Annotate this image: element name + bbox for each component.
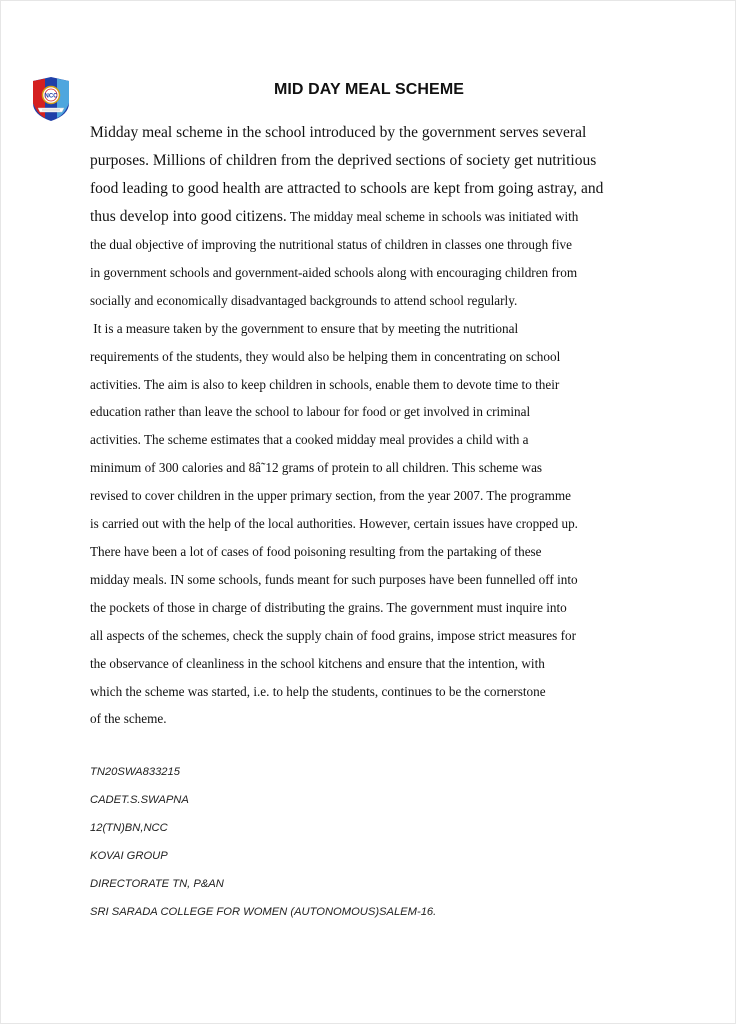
text-line: midday meals. IN some schools, funds meant for such purposes have been funnelled off into bbox=[90, 571, 578, 587]
text-line: revised to cover children in the upper primary section, from the year 2007. The programme bbox=[90, 488, 571, 504]
svg-text:NCC: NCC bbox=[44, 93, 58, 100]
text-line: minimum of 300 calories and 8â˜12 grams of protein to all children. This scheme was bbox=[90, 460, 543, 476]
text-line: all aspects of the schemes, check the supply chain of food grains, impose strict measures for bbox=[90, 627, 576, 643]
text-line: the dual objective of improving the nutritional status of children in classes one through five bbox=[90, 237, 572, 252]
text-line: which the scheme was started, i.e. to help the students, continues to be the cornerstone bbox=[90, 683, 546, 699]
text-line-large-part: thus develop into good citizens. bbox=[90, 208, 287, 225]
text-line: food leading to good health are attracted to schools are kept from going astray, and bbox=[90, 180, 604, 197]
text-line: There have been a lot of cases of food poisoning resulting from the partaking of these bbox=[90, 543, 542, 559]
text-line bbox=[90, 203, 652, 231]
text-line: activities. The scheme estimates that a cooked midday meal provides a child with a bbox=[90, 432, 529, 448]
text-line: Midday meal scheme in the school introduced by the government serves several bbox=[90, 124, 587, 141]
text-line: in government schools and government-aided schools along with encouraging children from bbox=[90, 264, 578, 280]
signature-cadet-name: CADET.S.SWAPNA bbox=[90, 794, 189, 806]
page-title: MID DAY MEAL SCHEME bbox=[273, 81, 465, 98]
signature-battalion: 12(TN)BN,NCC bbox=[90, 822, 168, 834]
signature-directorate: DIRECTORATE TN, P&AN bbox=[90, 878, 224, 890]
text-line: the pockets of those in charge of distributing the grains. The government must inquire into bbox=[90, 599, 567, 615]
signature-block bbox=[90, 758, 590, 926]
text-line: It is a measure taken by the government to ensure that by meeting the nutritional bbox=[90, 320, 519, 336]
essay-body bbox=[90, 119, 652, 733]
signature-regimental-number: TN20SWA833215 bbox=[90, 766, 180, 778]
text-line: education rather than leave the school to labour for food or get involved in criminal bbox=[90, 404, 531, 420]
text-line: requirements of the students, they would also be helping them in concentrating on school bbox=[90, 348, 561, 364]
text-line: socially and economically disadvantaged backgrounds to attend school regularly. bbox=[90, 292, 518, 308]
text-line: is carried out with the help of the local authorities. However, certain issues have cropped up. bbox=[90, 516, 578, 532]
text-line: the observance of cleanliness in the school kitchens and ensure that the intention, with bbox=[90, 655, 545, 671]
text-line: activities. The aim is also to keep children in schools, enable them to devote time to their bbox=[90, 376, 560, 392]
signature-college: SRI SARADA COLLEGE FOR WOMEN (AUTONOMOUS)SALEM-16. bbox=[90, 906, 437, 918]
text-line-small-part: The midday meal scheme in schools was initiated with bbox=[286, 209, 579, 224]
text-line: purposes. Millions of children from the deprived sections of society get nutritious bbox=[90, 152, 597, 169]
text-line: of the scheme. bbox=[90, 711, 167, 727]
signature-group: KOVAI GROUP bbox=[90, 850, 168, 862]
